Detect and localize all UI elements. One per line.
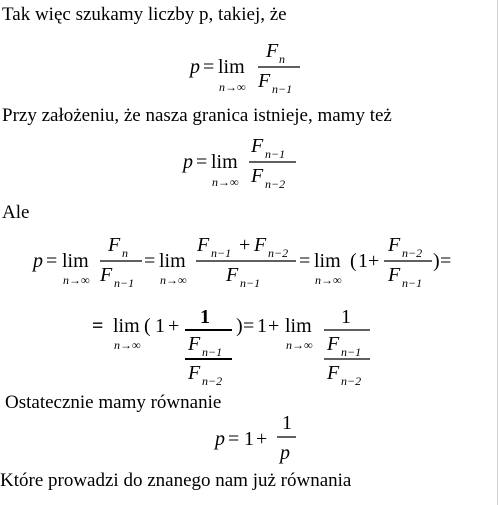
equals-sign: =	[196, 151, 208, 173]
frac-outer2-num-one: 1	[341, 306, 351, 328]
frac1-den-sub: n−1	[114, 276, 135, 290]
right-paren: )	[433, 250, 440, 272]
lim-operator: lim	[62, 250, 89, 272]
frac-num-one: 1	[282, 412, 292, 434]
lim-operator: lim	[211, 151, 238, 173]
equals-sign: =	[144, 250, 156, 272]
equals-sign: =	[92, 315, 104, 337]
frac-inner2-num-F: F	[327, 333, 340, 355]
plus-sign: +	[239, 234, 251, 256]
lim-subscript: n→∞	[286, 338, 313, 352]
denominator-F: F	[251, 165, 264, 187]
numerator-F: F	[251, 135, 264, 157]
lim-subscript: n→∞	[219, 80, 246, 94]
formula-2	[181, 135, 296, 191]
right-paren: )	[236, 315, 243, 337]
frac2-num-sub2: n−2	[268, 246, 289, 260]
frac-inner2-den-sub: n−2	[341, 374, 362, 388]
frac3-den-F: F	[388, 264, 401, 286]
left-paren: (	[144, 315, 151, 337]
one: 1	[358, 250, 368, 272]
frac-outer1-num-one: 1	[200, 306, 210, 328]
frac3-den-sub: n−1	[402, 276, 423, 290]
var-p: p	[183, 151, 193, 173]
frac-inner2-num-sub: n−1	[341, 345, 362, 359]
equals-sign: =	[228, 428, 240, 450]
lim-operator: lim	[218, 56, 245, 78]
frac3-num-F: F	[388, 234, 401, 256]
var-p: p	[190, 56, 200, 78]
plus-sign: +	[168, 315, 180, 337]
formula-4	[92, 306, 370, 388]
lim-subscript: n→∞	[212, 175, 239, 189]
equals-sign: =	[243, 315, 255, 337]
lim-subscript: n→∞	[114, 338, 141, 352]
frac-inner1-num-sub: n−1	[202, 345, 223, 359]
frac-inner1-den-F: F	[188, 362, 201, 384]
numerator-F: F	[266, 40, 279, 62]
equals-sign: =	[203, 56, 215, 78]
equals-sign: =	[440, 250, 452, 272]
numerator-sub: n	[279, 52, 285, 66]
one: 1	[257, 315, 267, 337]
denominator-sub: n−2	[265, 177, 286, 191]
left-paren: (	[350, 250, 357, 272]
frac2-den-sub: n−1	[240, 276, 261, 290]
var-p: p	[33, 250, 43, 272]
plus-sign: +	[268, 315, 280, 337]
text-line-3: Ale	[2, 202, 30, 223]
plus-sign: +	[368, 250, 380, 272]
text-line-5: Które prowadzi do znanego nam już równania	[0, 470, 352, 491]
denominator-sub: n−1	[272, 82, 293, 96]
formula-5	[213, 412, 296, 464]
lim-operator: lim	[159, 250, 186, 272]
formula-1	[188, 40, 300, 96]
text-line-4: Ostatecznie mamy równanie	[5, 392, 222, 413]
plus-sign: +	[256, 428, 268, 450]
one: 1	[244, 428, 254, 450]
text-line-2: Przy założeniu, że nasza granica istnieje, mamy też	[2, 105, 392, 126]
lim-operator: lim	[314, 250, 341, 272]
denominator-F: F	[258, 70, 271, 92]
frac-inner1-den-sub: n−2	[202, 374, 223, 388]
one: 1	[155, 315, 165, 337]
var-p: p	[215, 428, 225, 450]
frac-inner1-num-F: F	[188, 333, 201, 355]
lim-operator: lim	[113, 315, 140, 337]
lim-operator: lim	[285, 315, 312, 337]
equals-sign: =	[46, 250, 58, 272]
frac-den-p: p	[280, 442, 290, 464]
formula-3	[31, 234, 451, 290]
lim-subscript: n→∞	[160, 273, 187, 287]
equals-sign: =	[299, 250, 311, 272]
frac1-num-F: F	[108, 234, 121, 256]
frac1-num-sub: n	[122, 246, 128, 260]
frac2-num-sub1: n−1	[211, 246, 232, 260]
text-line-1: Tak więc szukamy liczby p, takiej, że	[2, 4, 287, 25]
frac2-den-F: F	[226, 264, 239, 286]
frac3-num-sub: n−2	[402, 246, 423, 260]
numerator-sub: n−1	[265, 147, 286, 161]
frac1-den-F: F	[100, 264, 113, 286]
lim-subscript: n→∞	[315, 273, 342, 287]
frac2-num-F2: F	[254, 234, 267, 256]
frac2-num-F1: F	[197, 234, 210, 256]
lim-subscript: n→∞	[63, 273, 90, 287]
frac-inner2-den-F: F	[327, 362, 340, 384]
